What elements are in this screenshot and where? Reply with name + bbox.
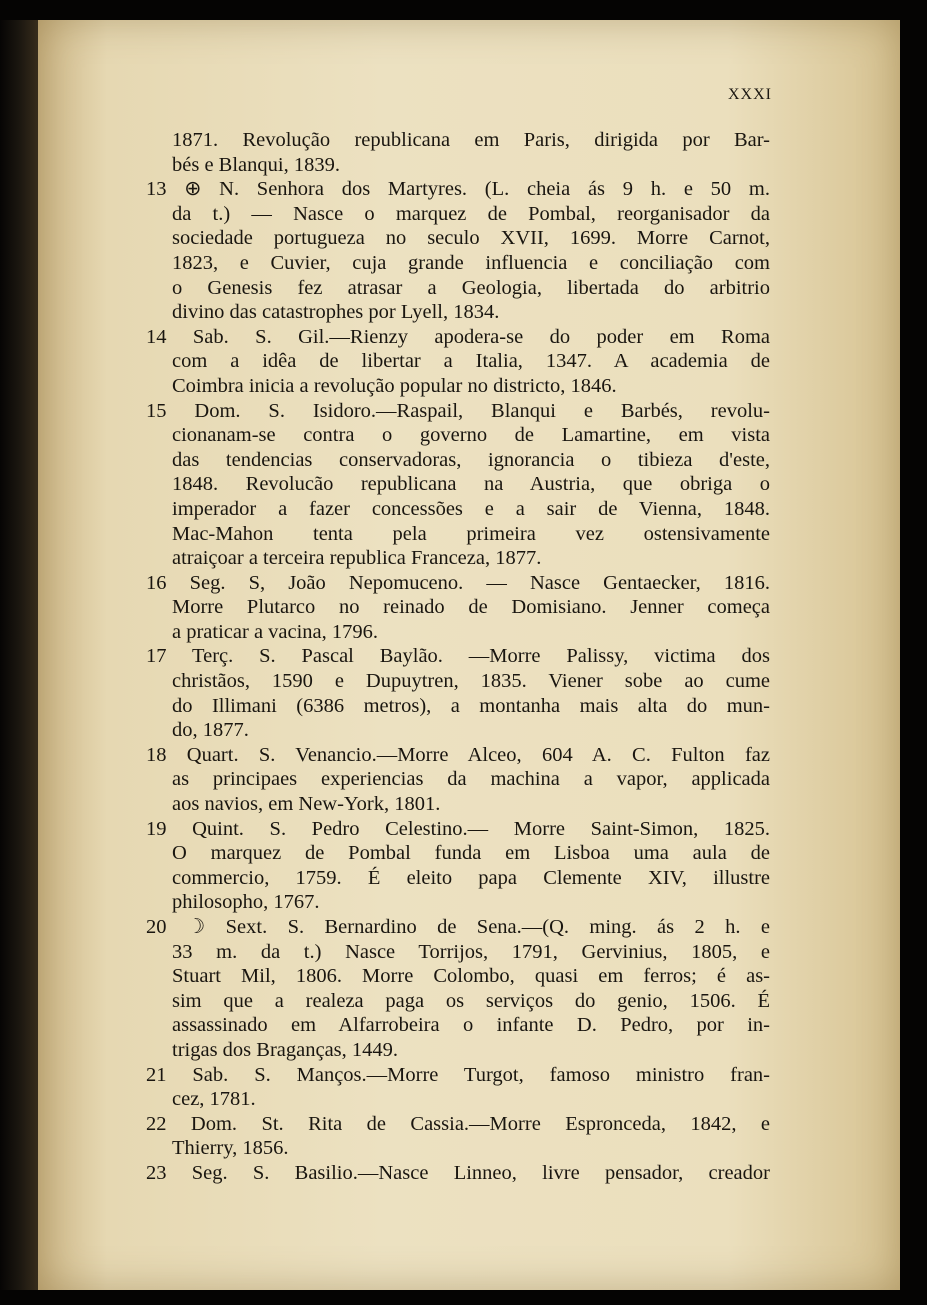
text-line: commercio, 1759. É eleito papa Clemente XIV, illustre — [172, 866, 770, 889]
text-line: do Illimani (6386 metros), a montanha mais alta do mun- — [172, 694, 770, 717]
almanac-text-block — [146, 128, 770, 1186]
text-line: bés e Blanqui, 1839. — [172, 153, 340, 176]
text-line: Coimbra inicia a revolução popular no districto, 1846. — [172, 374, 617, 397]
text-line: cez, 1781. — [172, 1088, 256, 1111]
text-line: sim que a realeza paga os serviços do genio, 1506. É — [172, 989, 770, 1012]
text-line: 15 Dom. S. Isidoro.—Raspail, Blanqui e Barbés, revolu- — [146, 399, 770, 422]
text-line: sociedade portugueza no seculo XVII, 1699. Morre Carnot, — [172, 227, 770, 250]
text-line: a praticar a vacina, 1796. — [172, 620, 379, 643]
text-line: Morre Plutarco no reinado de Domisiano. Jenner começa — [172, 596, 770, 619]
text-line: assassinado em Alfarrobeira o infante D. Pedro, por in- — [172, 1014, 770, 1037]
text-line: imperador a fazer concessões e a sair de Vienna, 1848. — [172, 497, 770, 520]
text-line: 13 ⊕ N. Senhora dos Martyres. (L. cheia ás 9 h. e 50 m. — [146, 178, 770, 201]
text-line: atraiçoar a terceira republica Franceza, 1877. — [172, 547, 542, 570]
text-line: com a idêa de libertar a Italia, 1347. A academia de — [172, 350, 770, 373]
text-line: do, 1877. — [172, 719, 249, 742]
text-line: das tendencias conservadoras, ignorancia o tibieza d'este, — [172, 448, 770, 471]
text-line: o Genesis fez atrasar a Geologia, libertada do arbitrio — [172, 276, 770, 299]
text-line: 1823, e Cuvier, cuja grande influencia e conciliação com — [172, 251, 770, 274]
text-line: 20 ☽ Sext. S. Bernardino de Sena.—(Q. ming. ás 2 h. e — [146, 916, 770, 938]
text-line: O marquez de Pombal funda em Lisboa uma aula de — [172, 842, 770, 865]
text-line: 23 Seg. S. Basilio.—Nasce Linneo, livre pensador, creador — [146, 1161, 770, 1184]
text-line: 16 Seg. S, João Nepomuceno. — Nasce Gentaecker, 1816. — [146, 571, 770, 594]
text-line: 1848. Revolucão republicana na Austria, que obriga o — [172, 473, 770, 496]
text-line: philosopho, 1767. — [172, 891, 320, 914]
text-line: Mac-Mahon tenta pela primeira vez ostensivamente — [172, 522, 770, 545]
text-line: 18 Quart. S. Venancio.—Morre Alceo, 604 A. C. Fulton faz — [146, 743, 770, 766]
text-line: Thierry, 1856. — [172, 1137, 289, 1160]
text-line: 33 m. da t.) Nasce Torrijos, 1791, Gervinius, 1805, e — [172, 940, 770, 963]
text-line: cionanam-se contra o governo de Lamartine, em vista — [172, 424, 770, 447]
text-line: 19 Quint. S. Pedro Celestino.— Morre Saint-Simon, 1825. — [146, 817, 770, 840]
text-line: 1871. Revolução republicana em Paris, dirigida por Bar- — [172, 129, 770, 151]
text-line: 17 Terç. S. Pascal Baylão. —Morre Palissy, victima dos — [146, 645, 770, 668]
text-line: divino das catastrophes por Lyell, 1834. — [172, 301, 500, 324]
text-line: trigas dos Braganças, 1449. — [172, 1038, 399, 1061]
text-line: da t.) — Nasce o marquez de Pombal, reorganisador da — [172, 202, 770, 225]
text-line: as principaes experiencias da machina a vapor, applicada — [172, 768, 770, 791]
text-line: christãos, 1590 e Dupuytren, 1835. Viener sobe ao cume — [172, 670, 770, 693]
page-number: XXXI — [728, 86, 772, 103]
text-line: 14 Sab. S. Gil.—Rienzy apodera-se do poder em Roma — [146, 325, 770, 348]
text-line: Stuart Mil, 1806. Morre Colombo, quasi em ferros; é as- — [172, 965, 770, 988]
text-line: aos navios, em New-York, 1801. — [172, 793, 441, 816]
text-line: 22 Dom. St. Rita de Cassia.—Morre Espronceda, 1842, e — [146, 1112, 770, 1135]
book-gutter — [0, 20, 40, 1290]
text-line: 21 Sab. S. Manços.—Morre Turgot, famoso ministro fran- — [146, 1063, 770, 1086]
